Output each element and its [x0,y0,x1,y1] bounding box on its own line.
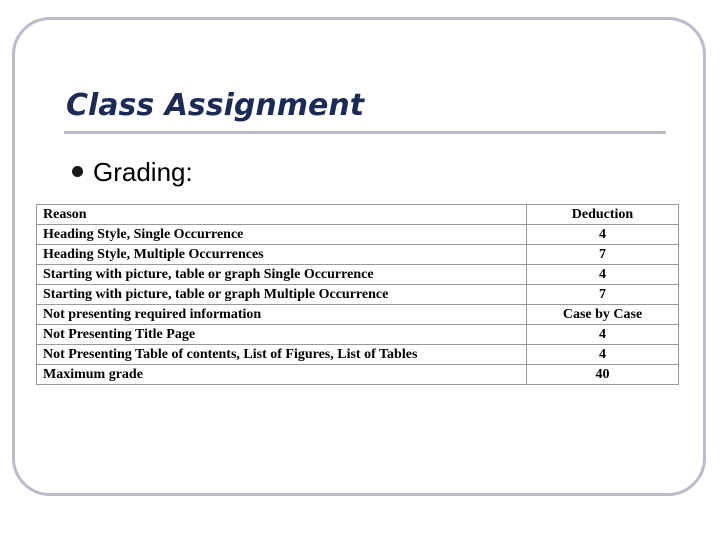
title-divider [64,131,666,134]
deduction-cell: Case by Case [527,305,679,325]
table-row [37,245,679,265]
reason-cell: Not Presenting Title Page [37,325,527,345]
table-row [37,345,679,365]
reason-cell: Starting with picture, table or graph Multiple Occurrence [37,285,527,305]
deduction-cell: 4 [527,265,679,285]
table-row [37,305,679,325]
deduction-cell: 4 [527,345,679,365]
table-row [37,285,679,305]
deduction-cell: 7 [527,285,679,305]
reason-cell: Heading Style, Single Occurrence [37,225,527,245]
deduction-cell: 40 [527,365,679,385]
deduction-cell: 4 [527,225,679,245]
reason-cell: Heading Style, Multiple Occurrences [37,245,527,265]
table-row [37,265,679,285]
table-row [37,365,679,385]
reason-cell: Starting with picture, table or graph Single Occurrence [37,265,527,285]
table-row [37,325,679,345]
header-deduction: Deduction [527,205,679,225]
reason-cell: Maximum grade [37,365,527,385]
table-header-row [37,205,679,225]
deduction-cell: 7 [527,245,679,265]
table-row [37,225,679,245]
reason-cell: Not Presenting Table of contents, List of Figures, List of Tables [37,345,527,365]
bullet-dot-icon [72,166,83,177]
header-reason: Reason [37,205,527,225]
bullet-text: Grading: [93,157,193,187]
slide-title: Class Assignment [66,88,365,123]
deduction-cell: 4 [527,325,679,345]
grading-table [36,204,679,385]
reason-cell: Not presenting required information [37,305,527,325]
